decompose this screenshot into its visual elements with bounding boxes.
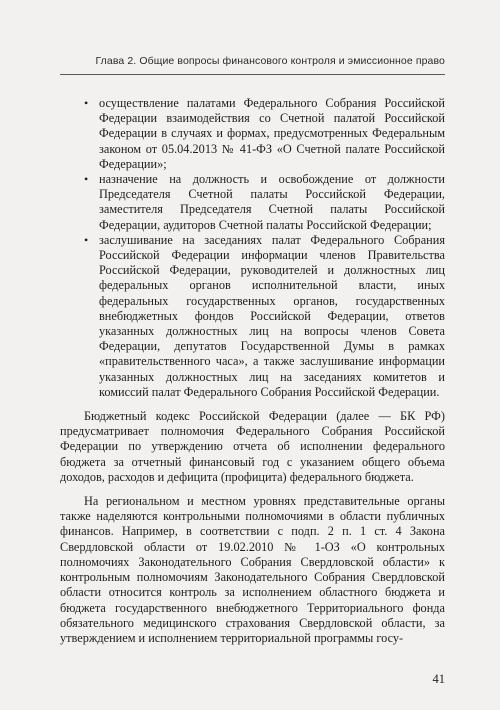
header-divider (60, 74, 445, 75)
bullet-icon: • (84, 96, 89, 110)
paragraph-regional-control: На региональном и местном уровнях представительные органы также наделяются контрольными полномочиями в области публичных финансов. Например, в соответствии с подп. 2 п. 1 ст. 4 Закона Свердловской области от 19.02.2010 № 1-ОЗ «О контрольных полномочиях Законодательного Собрания Свердловской области» к контрольным полномочиям Законодательного Собрания Свердловской области относится контроль за исполнением областного бюджета и бюджета государственного внебюджетного Территориального фонда обязательного медицинского страхования Свердловской области, за утверждением и исполнением территориальной программы госу- (60, 494, 445, 645)
list-item (60, 172, 445, 233)
list-item-text: осуществление палатами Федерального Собрания Российской Федерации взаимодействия со Счетной палатой Российской Федерации в случаях и формах, предусмотренных Федеральным законом от 05.04.2013 № 41-ФЗ «О Счетной палате Российской Федерации»; (99, 96, 445, 171)
bullet-icon: • (84, 232, 89, 247)
paragraph-budget-code: Бюджетный кодекс Российской Федерации (далее — БК РФ) предусматривает полномочия Федерального Собрания Российской Федерации по утверждению отчета об исполнении федерального бюджета за отчетный финансовый год с указанием общего объема доходов, расходов и дефицита (профицита) федерального бюджета. (60, 409, 445, 484)
list-item (60, 96, 445, 172)
bullet-list (60, 96, 445, 400)
list-item (60, 233, 445, 400)
bullet-icon: • (84, 172, 89, 187)
page-number: 41 (432, 672, 445, 686)
running-header: Глава 2. Общие вопросы финансового контроля и эмиссионное право (95, 55, 445, 67)
list-item-text: назначение на должность и освобождение от должности Председателя Счетной палаты Российской Федерации, заместителя Председателя Счетной палаты Российской Федерации, аудиторов Счетной палаты Российской Федерации; (99, 172, 445, 232)
list-item-text: заслушивание на заседаниях палат Федерального Собрания Российской Федерации информации членов Правительства Российской Федерации, руководителей и должностных лиц федеральных органов исполнительной власти, иных федеральных государственных органов, государственных внебюджетных фондов Российской Федерации, ответов указанных должностных лиц на вопросы членов Совета Федерации, депутатов Государственной Думы в рамках «правительственного часа», а также заслушивание информации указанных должностных лиц на заседаниях комитетов и комиссий палат Федерального Собрания Российской Федерации. (99, 232, 445, 399)
page-body (60, 96, 445, 646)
